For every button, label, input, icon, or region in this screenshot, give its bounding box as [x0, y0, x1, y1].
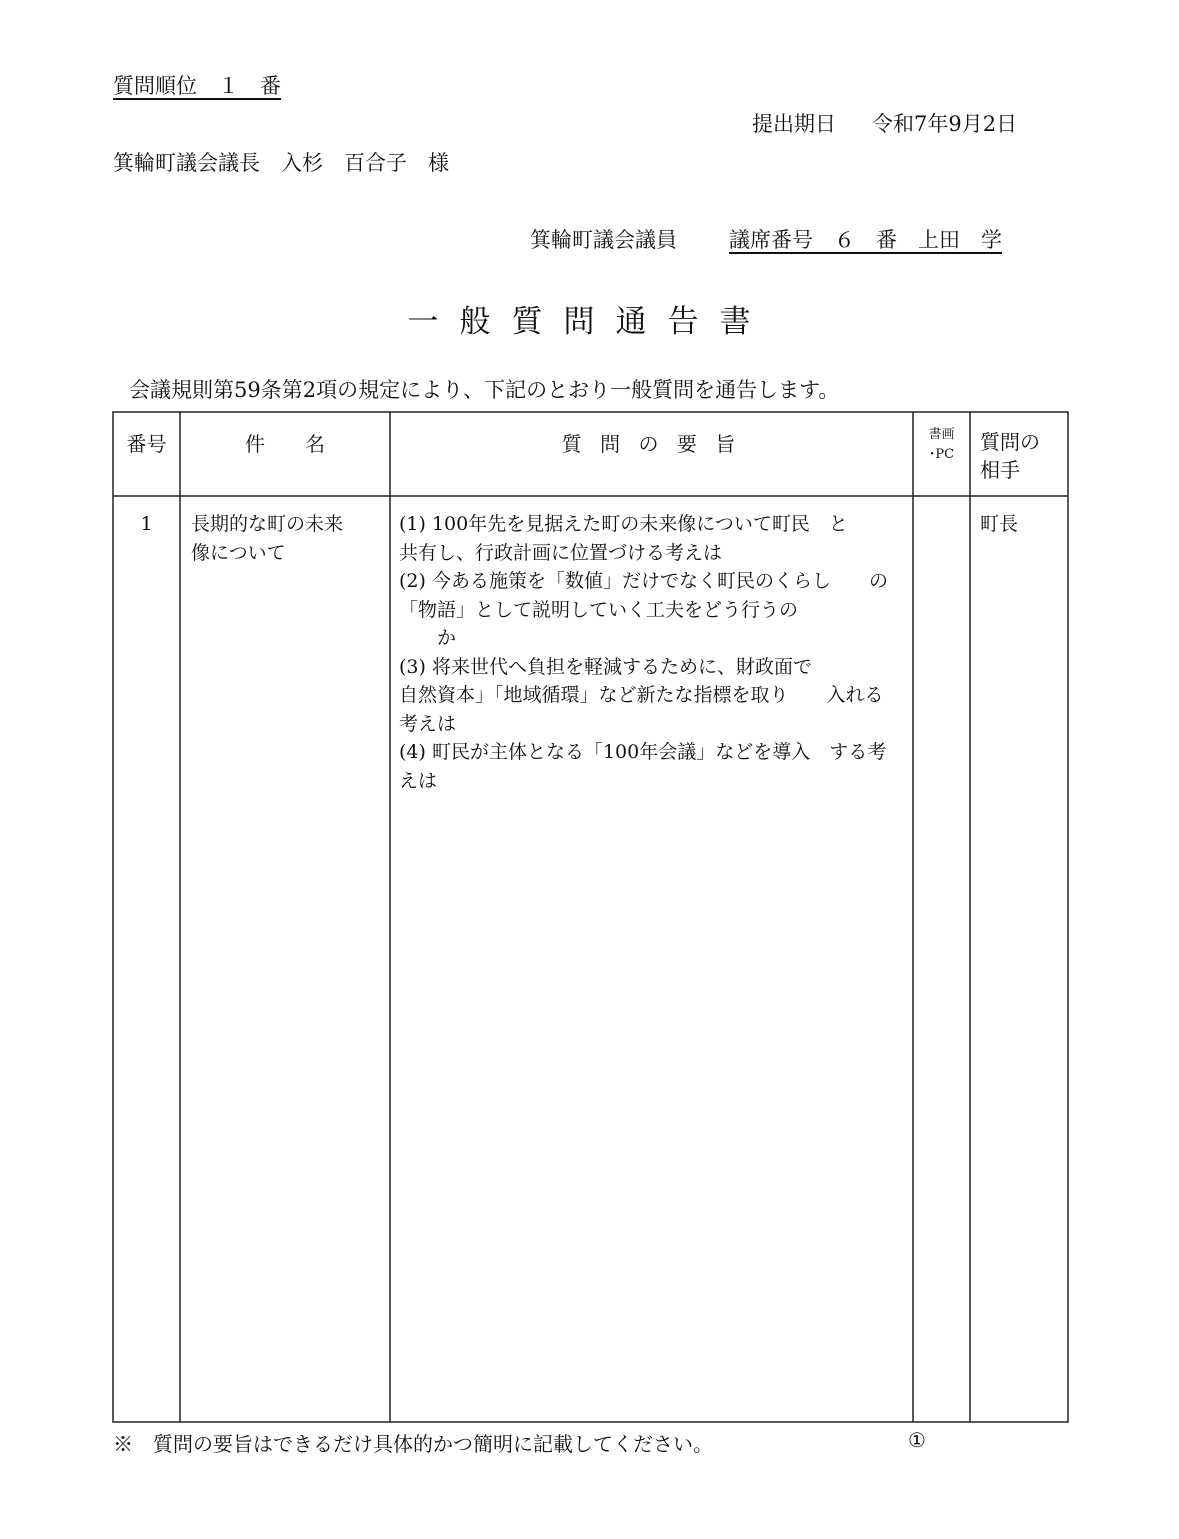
header-target-line1: 質問の [980, 430, 1040, 454]
intro-text: 会議規則第59条第2項の規定により、下記のとおり一般質問を通告します。 [129, 378, 840, 402]
page-number: ① [908, 1428, 926, 1452]
header-subject: 件 名 [245, 432, 325, 456]
summary-line: 自然資本」「地域循環」など新たな指標を取り 入れる [399, 684, 884, 706]
header-target [980, 428, 1040, 484]
summary-line: (3) 将来世代へ負担を軽減するために、財政面で [399, 655, 812, 678]
summary-line: えは [399, 769, 438, 792]
member-label: 箕輪町議会議員 [530, 228, 677, 252]
summary-line: か [399, 627, 457, 649]
seat-info: 議席番号 ６ 番 上田 学 [729, 228, 1002, 252]
summary-line: 考えは [399, 712, 457, 735]
header-number: 番号 [126, 432, 167, 456]
row-target: 町長 [980, 513, 1019, 535]
question-order: 質問順位 １ 番 [113, 74, 281, 98]
summary-line: (4) 町民が主体となる「100年会議」などを導入 する考 [399, 741, 887, 763]
date-label: 提出期日 [752, 112, 836, 136]
member-line [530, 224, 1037, 254]
subject-line: 長期的な町の未来 [191, 513, 344, 535]
summary-line: 共有し、行政計画に位置づける考えは [399, 541, 723, 564]
header-summary: 質 問 の 要 旨 [561, 432, 742, 456]
row-subject [191, 510, 343, 567]
footnote: ※ 質問の要旨はできるだけ具体的かつ簡明に記載してください。 [113, 1432, 713, 1456]
row-summary [399, 510, 888, 795]
subject-line: 像について [191, 541, 286, 564]
header-method-line2: ･PC [928, 447, 955, 462]
submission-date [752, 108, 1017, 138]
summary-line: (2) 今ある施策を「数値」だけでなく町民のくらし の [399, 570, 888, 592]
header-method-line1: 書画 [928, 427, 955, 442]
document-title: 一般質問通告書 [407, 304, 772, 340]
recipient: 箕輪町議会議長 入杉 百合子 様 [113, 151, 449, 175]
summary-line: (1) 100年先を見据えた町の未来像について町民 と [399, 513, 848, 535]
header-target-line2: 相手 [980, 458, 1020, 482]
summary-line: 「物語」として説明していく工夫をどう行うの [399, 598, 799, 621]
row-number: 1 [140, 513, 153, 535]
date-value: 令和7年9月2日 [872, 112, 1018, 136]
